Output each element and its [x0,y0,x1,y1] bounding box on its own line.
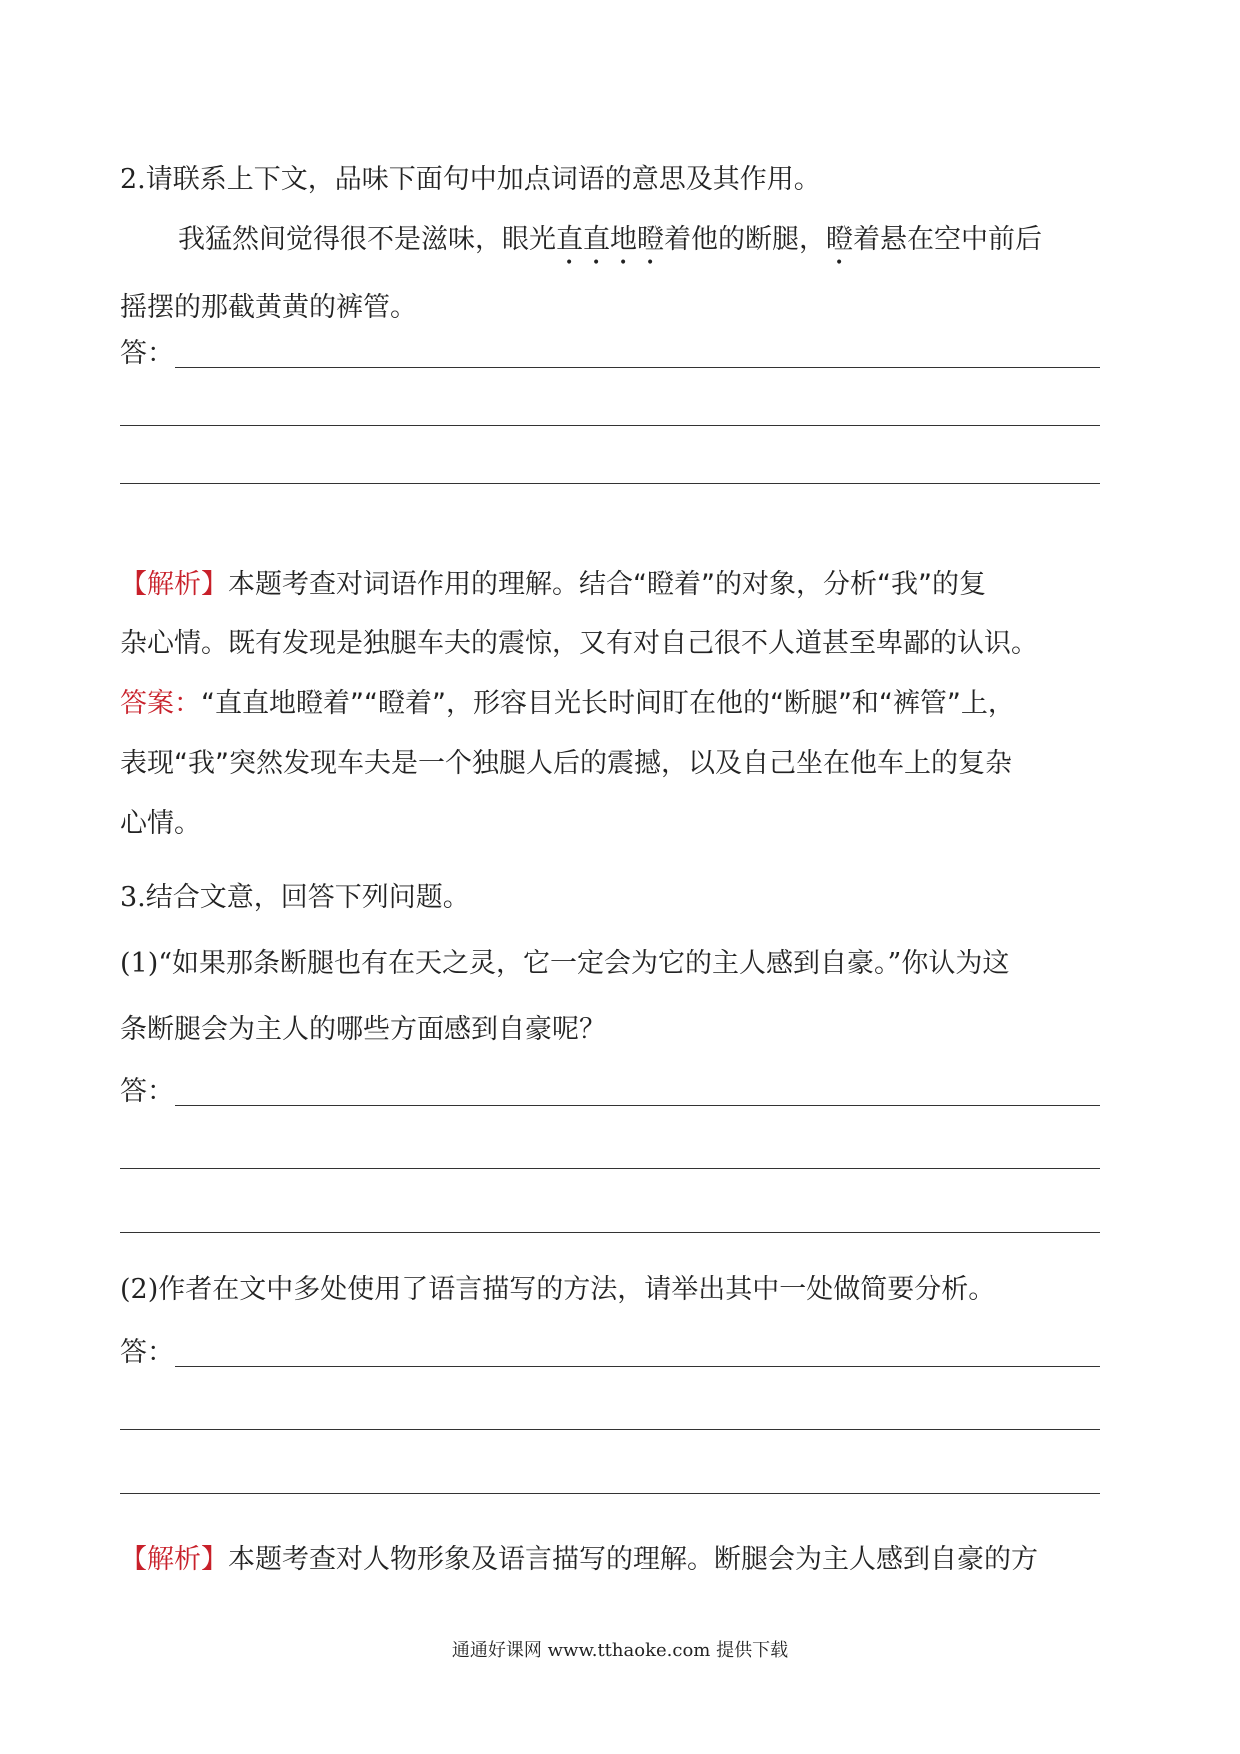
answer-underline [120,1232,1100,1233]
question-3-prompt: 3.结合文意，回答下列问题。 [120,882,470,913]
answer-underline [175,1366,1100,1367]
answer-underline [120,1168,1100,1169]
answer-line-q3-1-3[interactable] [120,1199,1100,1239]
quote-text-before: 我猛然间觉得很不是滋味，眼光 [178,224,556,255]
answer-underline [120,483,1100,484]
q2-answer-line3: 心情。 [120,808,201,839]
page-footer: 通通好课网 www.tthaoke.com 提供下载 [451,1640,789,1661]
answer-text: “直直地瞪着”“瞪着”，形容目光长时间盯在他的“断腿”和“裤管”上， [201,688,1015,719]
analysis-tag: 【解析】 [120,1544,228,1575]
answer-line-q2-3[interactable] [120,450,1100,490]
dotted-phrase-1: 直直地瞪 [556,224,664,255]
question-2-quoted-sentence-line2: 摇摆的那截黄黄的裤管。 [120,292,417,323]
q2-answer-line1 [120,684,1130,724]
answer-line-q2-1[interactable] [120,334,1100,374]
answer-line-q3-2-1[interactable] [120,1333,1100,1373]
q2-answer-line2: 表现“我”突然发现车夫是一个独腿人后的震撼，以及自己坐在他车上的复杂 [120,748,1012,779]
answer-underline [120,1493,1100,1494]
answer-label: 答： [120,1076,174,1107]
answer-underline [120,425,1100,426]
answer-line-q3-1-1[interactable] [120,1072,1100,1112]
question-3-sub1-line1: (1)“如果那条断腿也有在天之灵，它一定会为它的主人感到自豪。”你认为这 [120,948,1010,979]
question-2-quoted-sentence [178,220,1188,271]
q2-analysis-line1 [120,565,1130,605]
answer-label: 答： [120,338,174,369]
dotted-phrase-2: 瞪 [826,224,853,255]
answer-line-q3-1-2[interactable] [120,1135,1100,1175]
answer-tag: 答案： [120,688,201,719]
analysis-tag: 【解析】 [120,569,228,600]
q3-analysis-line1 [120,1540,1130,1580]
analysis-text: 本题考查对词语作用的理解。结合“瞪着”的对象，分析“我”的复 [228,569,986,600]
question-3-sub1-line2: 条断腿会为主人的哪些方面感到自豪呢？ [120,1014,606,1045]
answer-underline [175,1105,1100,1106]
question-3-sub2: (2)作者在文中多处使用了语言描写的方法，请举出其中一处做简要分析。 [120,1274,996,1305]
answer-label: 答： [120,1337,174,1368]
answer-underline [175,367,1100,368]
answer-line-q3-2-3[interactable] [120,1460,1100,1500]
q2-analysis-line2: 杂心情。既有发现是独腿车夫的震惊，又有对自己很不人道甚至卑鄙的认识。 [120,628,1038,659]
question-2-prompt: 2.请联系上下文，品味下面句中加点词语的意思及其作用。 [120,164,821,195]
answer-line-q2-2[interactable] [120,392,1100,432]
quote-text-mid: 着他的断腿， [664,224,826,255]
answer-line-q3-2-2[interactable] [120,1396,1100,1436]
analysis-text: 本题考查对人物形象及语言描写的理解。断腿会为主人感到自豪的方 [228,1544,1038,1575]
quote-text-after: 着悬在空中前后 [853,224,1042,255]
answer-underline [120,1429,1100,1430]
